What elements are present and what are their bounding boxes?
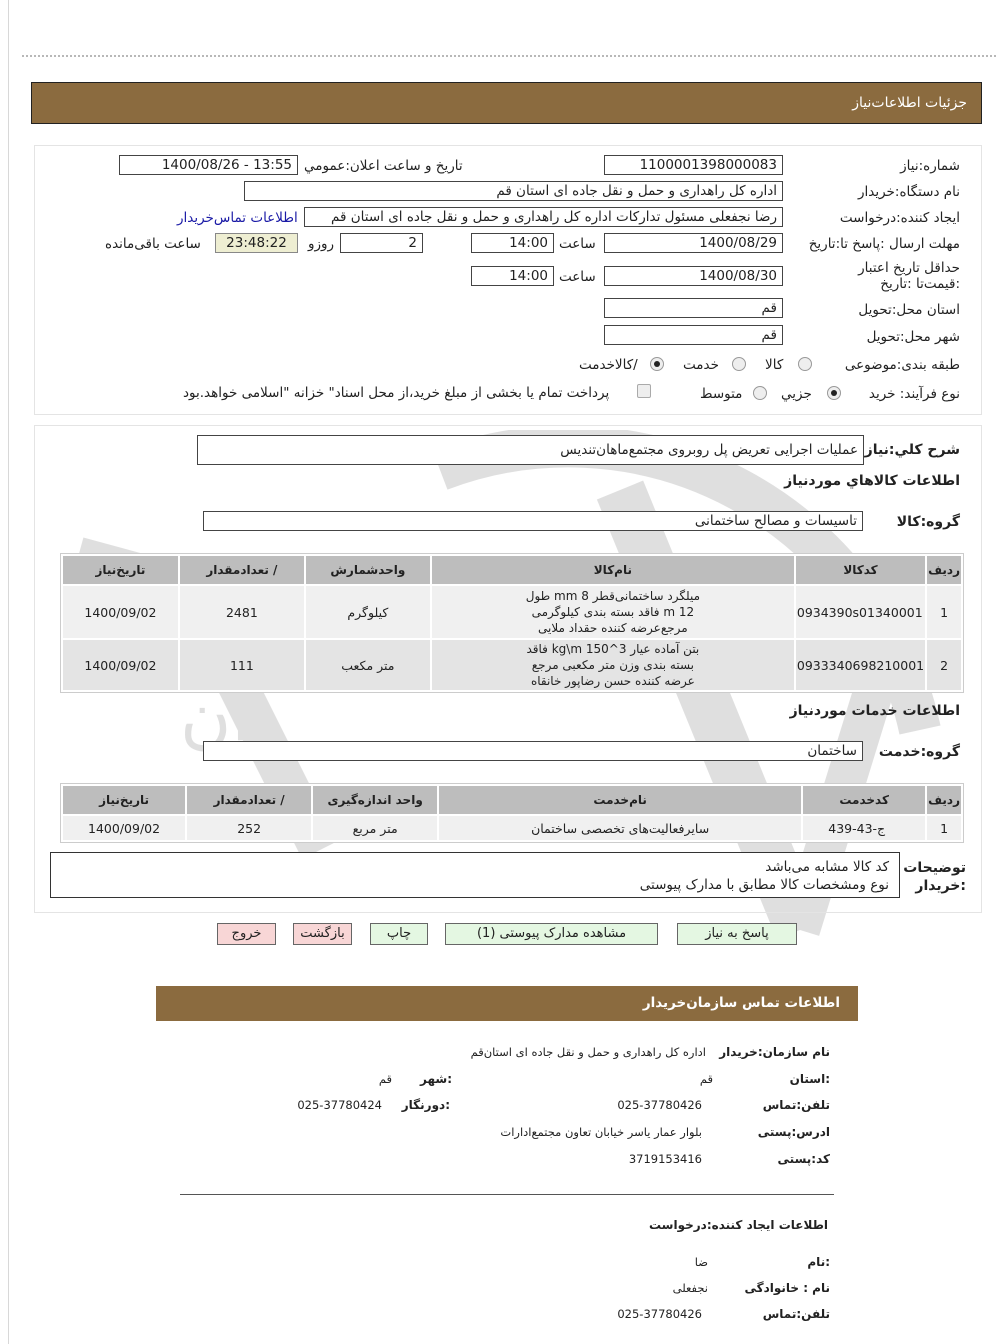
process-option-medium: متوسط (700, 386, 743, 402)
need-number-label: شماره:نیاز (900, 158, 960, 174)
validity-time-label: ساعت (559, 269, 596, 285)
postal-label: کد:پستی (777, 1152, 830, 1166)
deadline-date-field: 1400/08/29 (604, 233, 783, 253)
exit-button[interactable]: خروج (217, 923, 276, 945)
process-label: نوع فرآیند: خرید (868, 386, 960, 402)
remaining-timer: 23:48:22 (215, 233, 298, 253)
province-contact-value: قم (699, 1072, 713, 1086)
services-section-title: اطلاعات خدمات موردنیاز (789, 703, 960, 719)
category-radio-service[interactable] (732, 357, 746, 371)
summary-field: عملیات اجرایی تعریض پل روبروی مجتمع‌ماهان‌تندیس (197, 435, 864, 465)
notes-line-1: کد کالا مشابه می‌باشد (765, 859, 889, 875)
goods-table-header (63, 556, 961, 584)
col-unit: واحدشمارش (306, 556, 430, 584)
details-header (31, 82, 982, 124)
col-name: نام‌خدمت (439, 786, 801, 814)
city-contact-value: قم (378, 1072, 392, 1086)
category-label: طبقه بندی:موضوعی (844, 357, 960, 373)
city-field: قم (604, 325, 783, 345)
fax-value: 025-37780424 (297, 1098, 382, 1112)
treasury-checkbox-label: پرداخت تمام یا بخشی از مبلغ خرید،از محل اسناد" خزانه "اسلامی خواهد.بود (183, 385, 610, 401)
attachments-button[interactable]: مشاهده مدارک پیوستی (1) (445, 923, 658, 945)
creator-field: رضا نجفعلی مسئول تدارکات اداره کل راهداری و حمل و نقل جاده ای استان قم (304, 207, 783, 227)
goods-table-wrap (60, 553, 964, 693)
creator-name-value: ضا (694, 1255, 708, 1269)
cell-date: 1400/09/02 (63, 816, 185, 840)
cell-unit: کیلوگرم (306, 586, 430, 638)
province-contact-label: :استان (789, 1072, 830, 1086)
announce-label: تاریخ و ساعت اعلان:عمومي (304, 158, 463, 174)
category-option-service: خدمت (683, 357, 719, 373)
cell-code: 0934390s01340001 (796, 586, 925, 638)
category-option-goods-service: /کالاخدمت (579, 357, 638, 373)
svg-text:ان: ان (180, 675, 251, 757)
buyer-org-field: اداره کل راهداری و حمل و نقل جاده ای استان قم (244, 181, 783, 201)
category-radio-goods[interactable] (798, 357, 812, 371)
cell-unit: متر مربع (313, 816, 437, 840)
table-row (63, 816, 961, 840)
creator-family-label: نام : خانوادگی (744, 1281, 830, 1295)
goods-table (61, 554, 963, 692)
creator-info-title: اطلاعات ایجاد کننده:درخواست (648, 1218, 828, 1232)
services-table-header (63, 786, 961, 814)
cell-row: 2 (927, 640, 961, 690)
buyer-contact-link[interactable]: اطلاعات تماس‌خریدار (177, 210, 298, 226)
col-qty: / تعدادمقدار (180, 556, 304, 584)
notes-label-2: :خریدار (915, 878, 966, 894)
contact-header-title: اطلاعات تماس سازمان‌خریدار (642, 995, 840, 1011)
validity-label: حداقل تاریخ اعتبار :قیمت‌تا :تاریخ (858, 260, 960, 292)
cell-unit: متر مکعب (306, 640, 430, 690)
notes-box (50, 852, 900, 898)
details-header-title: جزئیات اطلاعات‌نیاز (852, 95, 967, 111)
reply-button[interactable]: پاسخ به نیاز (677, 923, 797, 945)
col-name: نام‌کالا (432, 556, 794, 584)
city-label: شهر محل:تحویل (866, 329, 960, 345)
services-group-label: گروه:خدمت (878, 744, 960, 760)
col-date: تاریخ‌نیاز (63, 556, 178, 584)
table-row (63, 586, 961, 638)
process-radio-medium[interactable] (753, 386, 767, 400)
cell-name: سایرفعالیت‌های تخصصی ساختمان (439, 816, 801, 840)
services-group-field: ساختمان (203, 741, 863, 761)
deadline-label: مهلت ارسال :پاسخ تا:تاریخ (808, 236, 960, 252)
col-date: تاریخ‌نیاز (63, 786, 185, 814)
phone-value: 025-37780426 (617, 1098, 702, 1112)
table-row (63, 640, 961, 690)
deadline-time-label: ساعت (559, 236, 596, 252)
cell-code: ج-43-439 (803, 816, 925, 840)
back-button[interactable]: بازگشت (293, 923, 352, 945)
col-unit: واحد اندازه‌گیری (313, 786, 437, 814)
days-label: روزو (308, 236, 335, 252)
cell-qty: 2481 (180, 586, 304, 638)
cell-qty: 252 (187, 816, 311, 840)
remaining-label: ساعت باقی‌مانده (105, 236, 201, 252)
print-button[interactable]: چاپ (370, 923, 428, 945)
left-border (8, 0, 9, 1344)
col-code: کدخدمت (803, 786, 925, 814)
creator-name-label: :نام (807, 1255, 830, 1269)
creator-phone-value: 025-37780426 (617, 1307, 702, 1321)
org-label: نام سازمان:خریدار (719, 1045, 830, 1059)
cell-name: میلگرد ساختمانی‌قطر 8 mm طول 12 m فاقد بسته بندی کیلوگرمی مرجع‌عرضه کننده حقداد ملایی (432, 586, 794, 638)
notes-line-2: نوع ومشخصات کالا مطابق با مدارک پیوستی (639, 877, 889, 893)
col-qty: / تعدادمقدار (187, 786, 311, 814)
org-value: اداره کل راهداری و حمل و نقل جاده ای استان‌قم (470, 1045, 706, 1059)
days-field: 2 (340, 233, 423, 253)
top-divider (22, 55, 996, 57)
need-number-field: 1100001398000083 (604, 155, 783, 175)
cell-name: بتن آماده عیار 3^150 kg\m فاقد بسته بندی وزن متر مکعبی مرجع عرضه کننده حسن رضاپور خانقاه (432, 640, 794, 690)
city-contact-label: :شهر (420, 1072, 452, 1086)
postal-value: 3719153416 (628, 1152, 702, 1166)
col-row: ردیف (927, 556, 961, 584)
cell-date: 1400/09/02 (63, 640, 178, 690)
goods-section-title: اطلاعات کالاهاي موردنیاز (784, 473, 960, 489)
address-label: ادرس:پستی (757, 1125, 830, 1139)
summary-label: شرح کلي:نیاز (864, 442, 960, 458)
contact-separator (180, 1194, 834, 1195)
cell-code: 0933340698210001 (796, 640, 925, 690)
fax-label: :دورنگار (401, 1098, 450, 1112)
address-value: بلوار عمار یاسر خیابان تعاون مجتمع‌ادارات (500, 1125, 702, 1139)
goods-group-field: تاسیسات و مصالح ساختمانی (203, 511, 863, 531)
validity-date-field: 1400/08/30 (604, 266, 783, 286)
creator-phone-label: تلفن:تماس (762, 1307, 830, 1321)
announce-field: 1400/08/26 - 13:55 (119, 155, 298, 175)
phone-label: تلفن:تماس (762, 1098, 830, 1112)
category-option-goods: کالا (765, 357, 784, 373)
services-table-wrap (60, 783, 964, 843)
treasury-checkbox[interactable] (637, 384, 651, 398)
col-row: ردیف (927, 786, 961, 814)
cell-date: 1400/09/02 (63, 586, 178, 638)
col-code: کدکالا (796, 556, 925, 584)
notes-label-1: توضیحات (903, 860, 966, 876)
creator-family-value: نجفعلی (672, 1281, 708, 1295)
province-label: استان محل:تحویل (858, 302, 960, 318)
cell-row: 1 (927, 586, 961, 638)
goods-group-label: گروه:کالا (896, 514, 960, 530)
contact-header (156, 986, 858, 1021)
validity-time-field: 14:00 (471, 266, 554, 286)
cell-row: 1 (927, 816, 961, 840)
province-field: قم (604, 298, 783, 318)
process-radio-minor[interactable] (827, 386, 841, 400)
creator-label: ایجاد کننده:درخواست (839, 210, 960, 226)
process-option-minor: جزيي (781, 386, 812, 402)
category-radio-goods-service[interactable] (650, 357, 664, 371)
buyer-org-label: نام دستگاه:خریدار (857, 184, 960, 200)
cell-qty: 111 (180, 640, 304, 690)
services-table (61, 784, 963, 842)
deadline-time-field: 14:00 (471, 233, 554, 253)
